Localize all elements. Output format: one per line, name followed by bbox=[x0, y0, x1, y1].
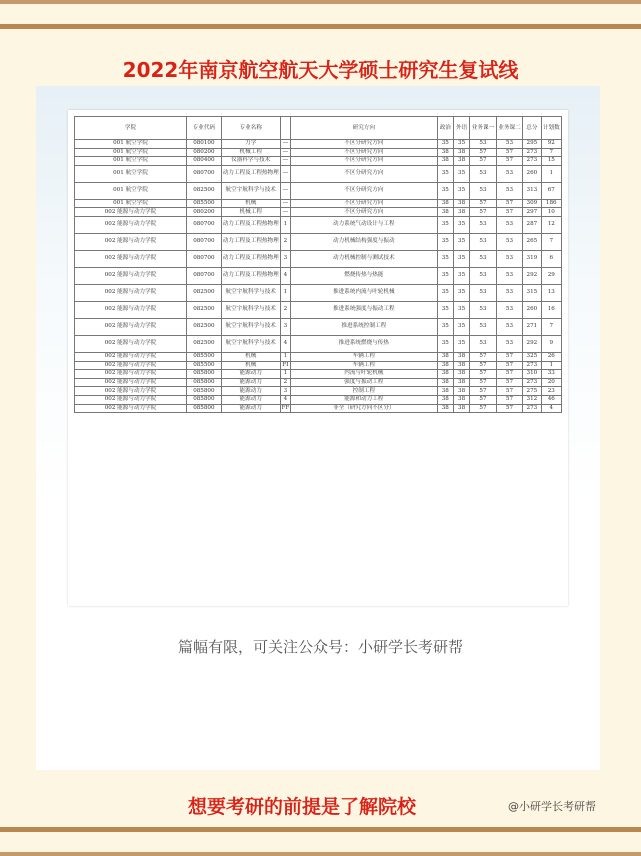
table-cell: 57 bbox=[496, 208, 522, 217]
table-cell: 35 bbox=[437, 335, 453, 352]
table-cell: 57 bbox=[470, 404, 496, 413]
table-cell: 能源动力 bbox=[221, 378, 280, 387]
table-cell: 57 bbox=[470, 361, 496, 370]
table-cell: 085500 bbox=[187, 361, 222, 370]
table-cell: 38 bbox=[453, 199, 469, 208]
table-cell: 动力工程及工程热物理 bbox=[221, 216, 280, 233]
table-cell: 38 bbox=[437, 378, 453, 387]
column-header: 专业名称 bbox=[221, 117, 280, 140]
table-cell: 35 bbox=[453, 216, 469, 233]
table-cell: 2 bbox=[280, 301, 290, 318]
table-cell: 082500 bbox=[187, 301, 222, 318]
column-header: 专业代码 bbox=[187, 117, 222, 140]
table-cell: 085800 bbox=[187, 370, 222, 379]
table-cell: FI bbox=[280, 361, 290, 370]
table-cell: 能源和动力工程 bbox=[290, 395, 437, 404]
table-cell: 001 航空学院 bbox=[75, 157, 187, 166]
table-cell: 不区分研究方向 bbox=[290, 182, 437, 199]
table-cell: 080700 bbox=[187, 216, 222, 233]
table-cell: 38 bbox=[453, 148, 469, 157]
table-cell: 080100 bbox=[187, 140, 222, 149]
table-cell: 080700 bbox=[187, 165, 222, 182]
table-row bbox=[75, 148, 562, 157]
table-cell: 002 能源与动力学院 bbox=[75, 301, 187, 318]
table-sheet bbox=[68, 110, 568, 606]
table-row bbox=[75, 140, 562, 149]
column-header: 计划数 bbox=[541, 117, 561, 140]
table-cell: 航空宇航科学与技术 bbox=[221, 301, 280, 318]
table-cell: 动力机械控制与测试技术 bbox=[290, 250, 437, 267]
table-cell: 16 bbox=[541, 301, 561, 318]
table-row bbox=[75, 199, 562, 208]
table-cell: — bbox=[280, 140, 290, 149]
table-cell: 35 bbox=[437, 182, 453, 199]
table-row bbox=[75, 284, 562, 301]
table-cell: 38 bbox=[453, 157, 469, 166]
table-cell: 7 bbox=[541, 318, 561, 335]
table-cell: 推进系统燃烧与传热 bbox=[290, 335, 437, 352]
table-cell: 不区分研究方向 bbox=[290, 140, 437, 149]
table-cell: 机械 bbox=[221, 352, 280, 361]
table-cell: 53 bbox=[470, 318, 496, 335]
table-cell: 推进系统控制工程 bbox=[290, 318, 437, 335]
bottom-stripe-thick bbox=[0, 827, 641, 832]
table-cell: 085800 bbox=[187, 387, 222, 396]
table-cell: — bbox=[280, 208, 290, 217]
table-cell: 002 能源与动力学院 bbox=[75, 284, 187, 301]
table-cell: 53 bbox=[496, 140, 522, 149]
table-cell: 53 bbox=[496, 284, 522, 301]
table-cell: 57 bbox=[470, 370, 496, 379]
table-cell: 53 bbox=[496, 318, 522, 335]
table-cell: 动力工程及工程热物理 bbox=[221, 233, 280, 250]
table-cell: 53 bbox=[470, 267, 496, 284]
table-cell: 38 bbox=[453, 361, 469, 370]
table-cell: 080400 bbox=[187, 157, 222, 166]
table-cell: 动力工程及工程热物理 bbox=[221, 165, 280, 182]
table-cell: 002 能源与动力学院 bbox=[75, 361, 187, 370]
table-cell: 53 bbox=[470, 165, 496, 182]
table-cell: — bbox=[280, 199, 290, 208]
table-cell: 机械工程 bbox=[221, 208, 280, 217]
table-cell: 082500 bbox=[187, 335, 222, 352]
table-cell: 38 bbox=[437, 387, 453, 396]
table-cell: 动力机械结构强度与振动 bbox=[290, 233, 437, 250]
table-row bbox=[75, 233, 562, 250]
table-cell: 9 bbox=[541, 335, 561, 352]
table-cell: 002 能源与动力学院 bbox=[75, 250, 187, 267]
table-cell: 46 bbox=[541, 395, 561, 404]
table-cell: 1 bbox=[280, 352, 290, 361]
table-cell: 53 bbox=[470, 233, 496, 250]
table-cell: — bbox=[280, 148, 290, 157]
table-cell: 002 能源与动力学院 bbox=[75, 352, 187, 361]
table-cell: 57 bbox=[496, 199, 522, 208]
table-cell: 38 bbox=[437, 395, 453, 404]
table-cell: 非全（研究方向不区分） bbox=[290, 404, 437, 413]
table-cell: 35 bbox=[437, 301, 453, 318]
table-cell: 7 bbox=[541, 233, 561, 250]
table-cell: 292 bbox=[523, 267, 541, 284]
table-cell: 085800 bbox=[187, 395, 222, 404]
table-cell: 38 bbox=[453, 352, 469, 361]
table-cell: 085800 bbox=[187, 404, 222, 413]
table-cell: 3 bbox=[280, 387, 290, 396]
table-cell: 38 bbox=[453, 404, 469, 413]
table-cell: 082500 bbox=[187, 284, 222, 301]
table-cell: 002 能源与动力学院 bbox=[75, 318, 187, 335]
table-cell: 292 bbox=[523, 335, 541, 352]
table-cell: 92 bbox=[541, 140, 561, 149]
table-cell: 不区分研究方向 bbox=[290, 148, 437, 157]
table-cell: 强度与振动工程 bbox=[290, 378, 437, 387]
page-title: 2022年南京航空航天大学硕士研究生复试线 bbox=[122, 58, 519, 82]
table-cell: 4 bbox=[280, 335, 290, 352]
table-cell: 38 bbox=[437, 352, 453, 361]
table-cell: 35 bbox=[437, 284, 453, 301]
table-cell: 002 能源与动力学院 bbox=[75, 267, 187, 284]
table-cell: 002 能源与动力学院 bbox=[75, 216, 187, 233]
table-cell: 7 bbox=[541, 148, 561, 157]
table-cell: 车辆工程 bbox=[290, 361, 437, 370]
table-cell: 002 能源与动力学院 bbox=[75, 335, 187, 352]
table-cell: 53 bbox=[470, 182, 496, 199]
column-header bbox=[280, 117, 290, 140]
table-row bbox=[75, 387, 562, 396]
table-row bbox=[75, 216, 562, 233]
table-cell: 力学 bbox=[221, 140, 280, 149]
table-cell: 38 bbox=[437, 157, 453, 166]
table-cell: 20 bbox=[541, 378, 561, 387]
table-cell: 57 bbox=[470, 378, 496, 387]
table-cell: 315 bbox=[523, 284, 541, 301]
table-cell: 53 bbox=[470, 301, 496, 318]
table-cell: 推进系统内流与叶轮机械 bbox=[290, 284, 437, 301]
table-cell: 1 bbox=[541, 165, 561, 182]
table-cell: 35 bbox=[453, 233, 469, 250]
table-cell: 325 bbox=[523, 352, 541, 361]
table-cell: 6 bbox=[541, 250, 561, 267]
table-cell: 57 bbox=[470, 208, 496, 217]
table-cell: 57 bbox=[470, 148, 496, 157]
table-cell: 287 bbox=[523, 216, 541, 233]
top-stripe-thick bbox=[0, 24, 641, 29]
table-cell: 1 bbox=[280, 284, 290, 301]
column-header: 学院 bbox=[75, 117, 187, 140]
table-cell: 35 bbox=[437, 318, 453, 335]
table-cell: 53 bbox=[496, 182, 522, 199]
table-cell: 57 bbox=[496, 404, 522, 413]
table-row bbox=[75, 395, 562, 404]
table-cell: 271 bbox=[523, 318, 541, 335]
table-cell: 35 bbox=[453, 140, 469, 149]
table-cell: 085500 bbox=[187, 199, 222, 208]
table-cell: 295 bbox=[523, 140, 541, 149]
table-row bbox=[75, 378, 562, 387]
table-cell: 001 航空学院 bbox=[75, 182, 187, 199]
table-cell: 29 bbox=[541, 267, 561, 284]
table-cell: 53 bbox=[470, 250, 496, 267]
table-cell: 085800 bbox=[187, 378, 222, 387]
table-cell: 35 bbox=[437, 233, 453, 250]
table-cell: 53 bbox=[470, 284, 496, 301]
table-cell: — bbox=[280, 157, 290, 166]
table-cell: 38 bbox=[453, 378, 469, 387]
table-cell: 机械工程 bbox=[221, 148, 280, 157]
table-cell: 35 bbox=[453, 335, 469, 352]
bottom-stripe-thin bbox=[0, 852, 641, 856]
table-cell: 53 bbox=[496, 233, 522, 250]
column-header: 研究方向 bbox=[290, 117, 437, 140]
table-cell: 186 bbox=[541, 199, 561, 208]
table-cell: 能源动力 bbox=[221, 404, 280, 413]
table-cell: 265 bbox=[523, 233, 541, 250]
table-row bbox=[75, 370, 562, 379]
table-cell: 082500 bbox=[187, 182, 222, 199]
table-cell: 310 bbox=[523, 370, 541, 379]
table-cell: 35 bbox=[437, 250, 453, 267]
table-cell: 燃烧传热与热能 bbox=[290, 267, 437, 284]
table-row bbox=[75, 335, 562, 352]
table-cell: 不区分研究方向 bbox=[290, 165, 437, 182]
table-cell: 35 bbox=[437, 140, 453, 149]
table-cell: 080200 bbox=[187, 148, 222, 157]
table-cell: 273 bbox=[523, 157, 541, 166]
table-row bbox=[75, 318, 562, 335]
table-cell: 15 bbox=[541, 157, 561, 166]
column-header: 总分 bbox=[523, 117, 541, 140]
table-cell: 53 bbox=[470, 335, 496, 352]
table-cell: 273 bbox=[523, 404, 541, 413]
column-header: 外语 bbox=[453, 117, 469, 140]
table-cell: 260 bbox=[523, 165, 541, 182]
table-cell: 53 bbox=[496, 216, 522, 233]
table-cell: 001 航空学院 bbox=[75, 148, 187, 157]
table-cell: 38 bbox=[437, 370, 453, 379]
table-cell: 313 bbox=[523, 182, 541, 199]
table-cell: 仪器科学与技术 bbox=[221, 157, 280, 166]
table-cell: 航空宇航科学与技术 bbox=[221, 182, 280, 199]
table-cell: 260 bbox=[523, 301, 541, 318]
table-cell: 273 bbox=[523, 378, 541, 387]
table-row bbox=[75, 157, 562, 166]
table-cell: 275 bbox=[523, 387, 541, 396]
table-cell: 35 bbox=[453, 267, 469, 284]
table-cell: 53 bbox=[496, 165, 522, 182]
table-cell: 38 bbox=[453, 370, 469, 379]
table-cell: 38 bbox=[437, 208, 453, 217]
table-cell: 38 bbox=[437, 361, 453, 370]
table-row bbox=[75, 352, 562, 361]
table-cell: 38 bbox=[453, 208, 469, 217]
column-header: 业务课二 bbox=[496, 117, 522, 140]
table-cell: 35 bbox=[453, 250, 469, 267]
table-cell: 002 能源与动力学院 bbox=[75, 404, 187, 413]
table-cell: 001 航空学院 bbox=[75, 199, 187, 208]
table-cell: FF bbox=[281, 404, 290, 411]
table-cell: 35 bbox=[453, 165, 469, 182]
table-cell: 35 bbox=[453, 318, 469, 335]
score-table bbox=[74, 116, 562, 413]
table-cell: 2 bbox=[280, 378, 290, 387]
table-row bbox=[75, 208, 562, 217]
table-cell: 车辆工程 bbox=[290, 352, 437, 361]
table-cell: 1 bbox=[280, 216, 290, 233]
table-cell: 不区分研究方向 bbox=[290, 157, 437, 166]
table-cell: 57 bbox=[496, 157, 522, 166]
table-cell: 4 bbox=[280, 395, 290, 404]
table-cell: 001 航空学院 bbox=[75, 140, 187, 149]
table-cell: 不区分研究方向 bbox=[290, 199, 437, 208]
table-cell: 动力工程及工程热物理 bbox=[221, 267, 280, 284]
table-cell: 35 bbox=[437, 165, 453, 182]
table-cell: 53 bbox=[496, 250, 522, 267]
table-cell: — bbox=[280, 182, 290, 199]
table-cell: 57 bbox=[470, 395, 496, 404]
table-cell: 12 bbox=[541, 216, 561, 233]
table-cell: 33 bbox=[541, 370, 561, 379]
content-panel bbox=[36, 86, 600, 770]
table-cell: 动力系统气动设计与工程 bbox=[290, 216, 437, 233]
table-row bbox=[75, 165, 562, 182]
table-cell: 002 能源与动力学院 bbox=[75, 370, 187, 379]
table-cell: 内流与叶轮机械 bbox=[290, 370, 437, 379]
table-cell: 4 bbox=[541, 404, 561, 413]
table-cell: 080700 bbox=[187, 267, 222, 284]
table-cell: 67 bbox=[541, 182, 561, 199]
table-cell: 38 bbox=[453, 395, 469, 404]
table-cell: 4 bbox=[280, 267, 290, 284]
table-cell: 35 bbox=[453, 301, 469, 318]
table-cell: 动力工程及工程热物理 bbox=[221, 250, 280, 267]
table-cell: 1 bbox=[541, 361, 561, 370]
table-cell: 002 能源与动力学院 bbox=[75, 208, 187, 217]
top-stripe-thin bbox=[0, 0, 641, 4]
table-cell: 推进系统强度与振动工程 bbox=[290, 301, 437, 318]
table-cell: 35 bbox=[453, 284, 469, 301]
table-cell: 57 bbox=[470, 199, 496, 208]
slogan: 想要考研的前提是了解院校 bbox=[188, 796, 417, 818]
table-cell: 002 能源与动力学院 bbox=[75, 395, 187, 404]
table-cell: 13 bbox=[541, 284, 561, 301]
table-cell: 297 bbox=[523, 208, 541, 217]
table-cell: 2 bbox=[280, 233, 290, 250]
table-cell: 23 bbox=[541, 387, 561, 396]
table-cell: 001 航空学院 bbox=[75, 165, 187, 182]
table-row bbox=[75, 301, 562, 318]
table-cell: 57 bbox=[470, 352, 496, 361]
table-cell: 53 bbox=[496, 267, 522, 284]
table-header-row bbox=[75, 117, 562, 140]
watermark: @小研学长考研帮 bbox=[508, 800, 596, 813]
table-cell: 273 bbox=[523, 361, 541, 370]
table-cell: 312 bbox=[523, 395, 541, 404]
table-cell: 57 bbox=[496, 395, 522, 404]
table-cell: 080700 bbox=[187, 250, 222, 267]
table-cell: 能源动力 bbox=[221, 370, 280, 379]
table-cell: 082500 bbox=[187, 318, 222, 335]
table-cell: 080200 bbox=[187, 208, 222, 217]
table-cell: 航空宇航科学与技术 bbox=[221, 284, 280, 301]
table-cell: 57 bbox=[496, 370, 522, 379]
table-cell: 3 bbox=[280, 250, 290, 267]
table-cell: 57 bbox=[470, 387, 496, 396]
table-body bbox=[75, 140, 562, 413]
table-row bbox=[75, 404, 562, 413]
table-cell: 机械 bbox=[221, 361, 280, 370]
table-cell: 26 bbox=[541, 352, 561, 361]
table-cell: 控制工程 bbox=[290, 387, 437, 396]
table-cell: 085500 bbox=[187, 352, 222, 361]
table-cell: 273 bbox=[523, 148, 541, 157]
table-cell: 319 bbox=[523, 250, 541, 267]
table-cell: 002 能源与动力学院 bbox=[75, 387, 187, 396]
table-cell: 53 bbox=[496, 335, 522, 352]
table-cell: 航空宇航科学与技术 bbox=[221, 318, 280, 335]
table-cell: 能源动力 bbox=[221, 387, 280, 396]
table-cell: 002 能源与动力学院 bbox=[75, 233, 187, 250]
table-cell: 53 bbox=[470, 140, 496, 149]
table-cell: 309 bbox=[523, 199, 541, 208]
table-cell: 38 bbox=[437, 148, 453, 157]
table-cell: 机械 bbox=[221, 199, 280, 208]
table-row bbox=[75, 267, 562, 284]
table-cell: 10 bbox=[541, 208, 561, 217]
table-cell: 002 能源与动力学院 bbox=[75, 378, 187, 387]
table-cell: 57 bbox=[496, 361, 522, 370]
table-cell: 38 bbox=[437, 404, 453, 413]
table-row bbox=[75, 182, 562, 199]
table-cell: 57 bbox=[496, 378, 522, 387]
column-header: 政治 bbox=[437, 117, 453, 140]
table-cell: 3 bbox=[280, 318, 290, 335]
table-cell: 1 bbox=[280, 370, 290, 379]
table-cell: 080700 bbox=[187, 233, 222, 250]
table-cell: 不区分研究方向 bbox=[290, 208, 437, 217]
table-row bbox=[75, 250, 562, 267]
table-cell: — bbox=[280, 165, 290, 182]
table-cell: 能源动力 bbox=[221, 395, 280, 404]
table-cell: 53 bbox=[470, 216, 496, 233]
table-cell: 航空宇航科学与技术 bbox=[221, 335, 280, 352]
table-cell: 57 bbox=[496, 387, 522, 396]
table-cell: 57 bbox=[470, 157, 496, 166]
table-cell: 38 bbox=[453, 387, 469, 396]
table-cell: 35 bbox=[437, 267, 453, 284]
follow-note: 篇幅有限，可关注公众号：小研学长考研帮 bbox=[177, 638, 463, 656]
table-row bbox=[75, 361, 562, 370]
table-cell: 57 bbox=[496, 352, 522, 361]
table-cell: 35 bbox=[437, 216, 453, 233]
column-header: 业务课一 bbox=[470, 117, 496, 140]
table-cell: 53 bbox=[496, 301, 522, 318]
table-cell: 57 bbox=[496, 148, 522, 157]
table-cell: 35 bbox=[453, 182, 469, 199]
table-cell: 38 bbox=[437, 199, 453, 208]
